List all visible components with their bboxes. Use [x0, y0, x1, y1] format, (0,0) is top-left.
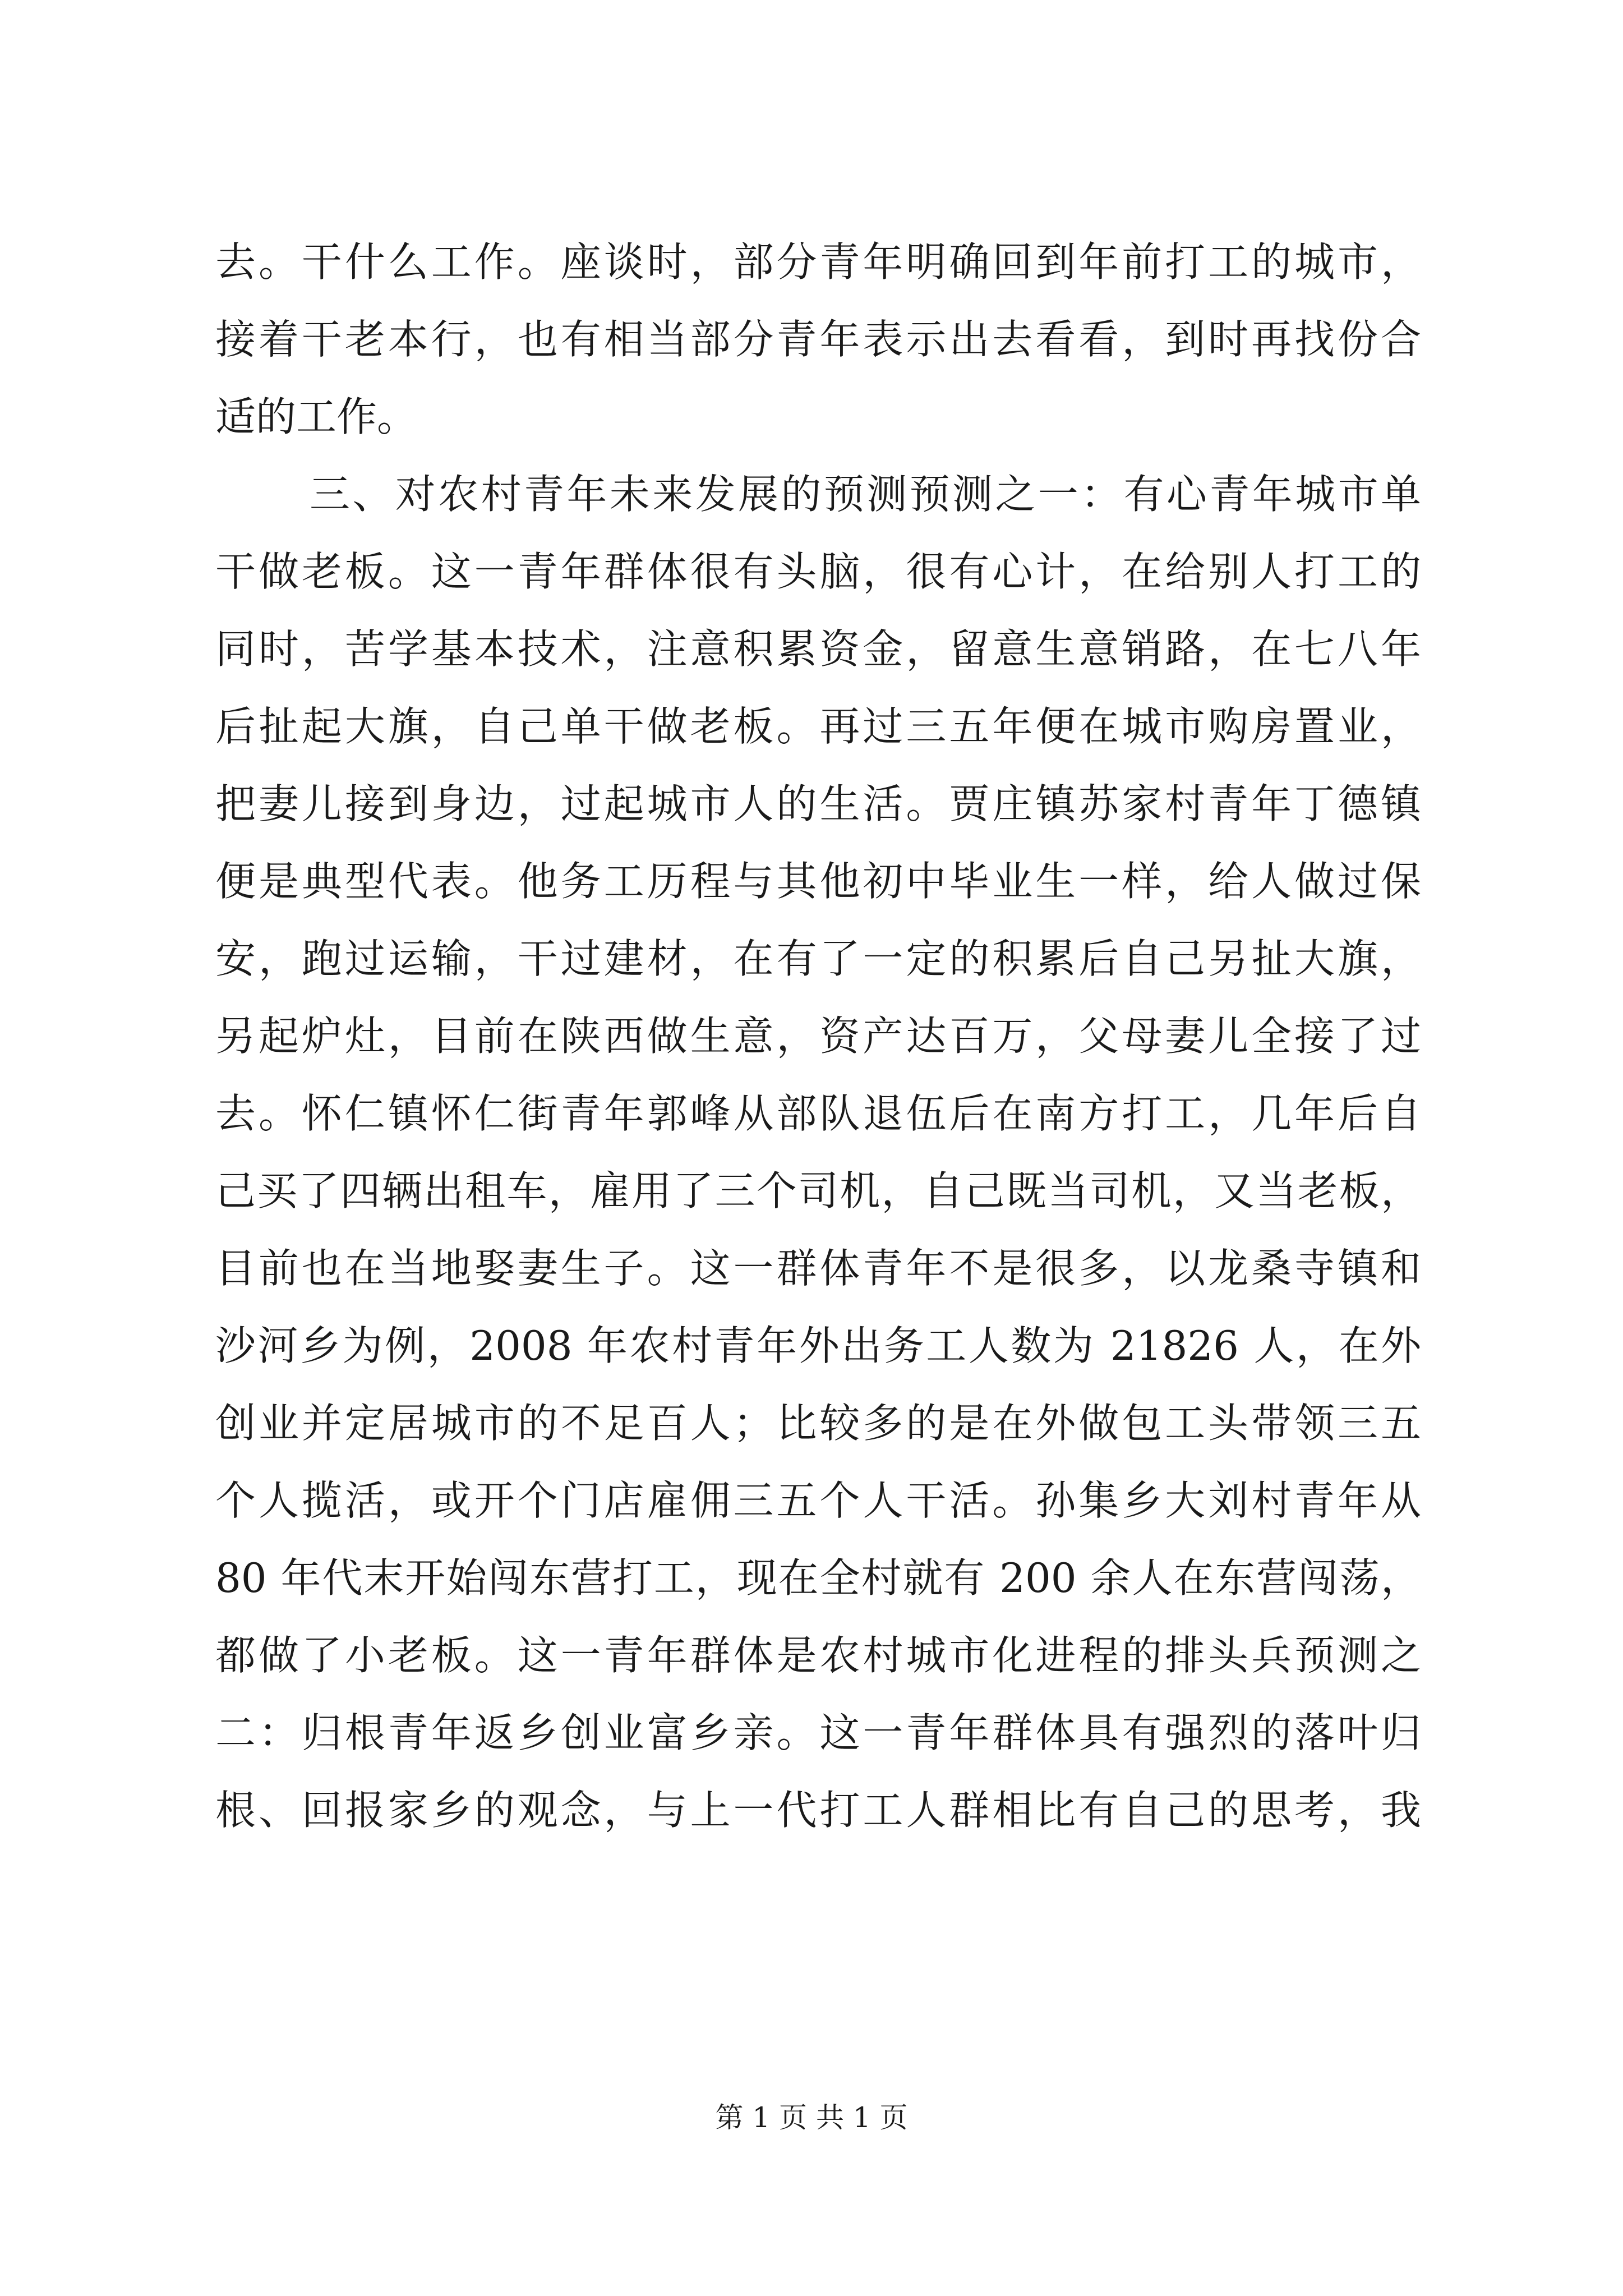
body-line-21: 根、回报家乡的观念，与上一代打工人群相比有自己的思考，我	[215, 1787, 1421, 1834]
body-line-2: 接着干老本行，也有相当部分青年表示出去看看，到时再找份合	[215, 316, 1421, 363]
body-line-15: 沙河乡为例，2008 年农村青年外出务工人数为 21826 人，在外	[215, 1322, 1421, 1369]
body-line-9: 便是典型代表。他务工历程与其他初中毕业生一样，给人做过保	[215, 858, 1421, 905]
body-line-10: 安，跑过运输，干过建材，在有了一定的积累后自己另扯大旗，	[215, 935, 1421, 982]
body-line-1: 去。干什么工作。座谈时，部分青年明确回到年前打工的城市，	[215, 238, 1421, 286]
body-line-18: 80 年代末开始闯东营打工，现在全村就有 200 余人在东营闯荡，	[215, 1554, 1421, 1602]
body-line-16: 创业并定居城市的不足百人；比较多的是在外做包工头带领三五	[215, 1400, 1421, 1447]
body-line-20: 二：归根青年返乡创业富乡亲。这一青年群体具有强烈的落叶归	[215, 1709, 1421, 1756]
document-body	[215, 223, 1421, 1849]
body-line-19: 都做了小老板。这一青年群体是农村城市化进程的排头兵预测之	[215, 1632, 1421, 1679]
body-line-7: 后扯起大旗，自己单干做老板。再过三五年便在城市购房置业，	[215, 703, 1421, 750]
body-line-17: 个人揽活，或开个门店雇佣三五个人干活。孙集乡大刘村青年从	[215, 1477, 1421, 1524]
body-line-14: 目前也在当地娶妻生子。这一群体青年不是很多，以龙桑寺镇和	[215, 1245, 1421, 1292]
body-line-5: 干做老板。这一青年群体很有头脑，很有心计，在给别人打工的	[215, 548, 1421, 595]
body-line-8: 把妻儿接到身边，过起城市人的生活。贾庄镇苏家村青年丁德镇	[215, 780, 1421, 827]
body-line-12: 去。怀仁镇怀仁街青年郭峰从部队退伍后在南方打工，几年后自	[215, 1090, 1421, 1137]
page-number-footer: 第 1 页 共 1 页	[715, 2101, 908, 2134]
body-line-11: 另起炉灶，目前在陕西做生意，资产达百万，父母妻儿全接了过	[215, 1013, 1421, 1060]
body-line-4: 三、对农村青年未来发展的预测预测之一：有心青年城市单	[310, 471, 1421, 518]
body-line-3: 适的工作。	[215, 393, 418, 440]
body-line-13: 己买了四辆出租车，雇用了三个司机，自己既当司机，又当老板，	[215, 1167, 1421, 1214]
body-line-6: 同时，苦学基本技术，注意积累资金，留意生意销路，在七八年	[215, 625, 1421, 673]
